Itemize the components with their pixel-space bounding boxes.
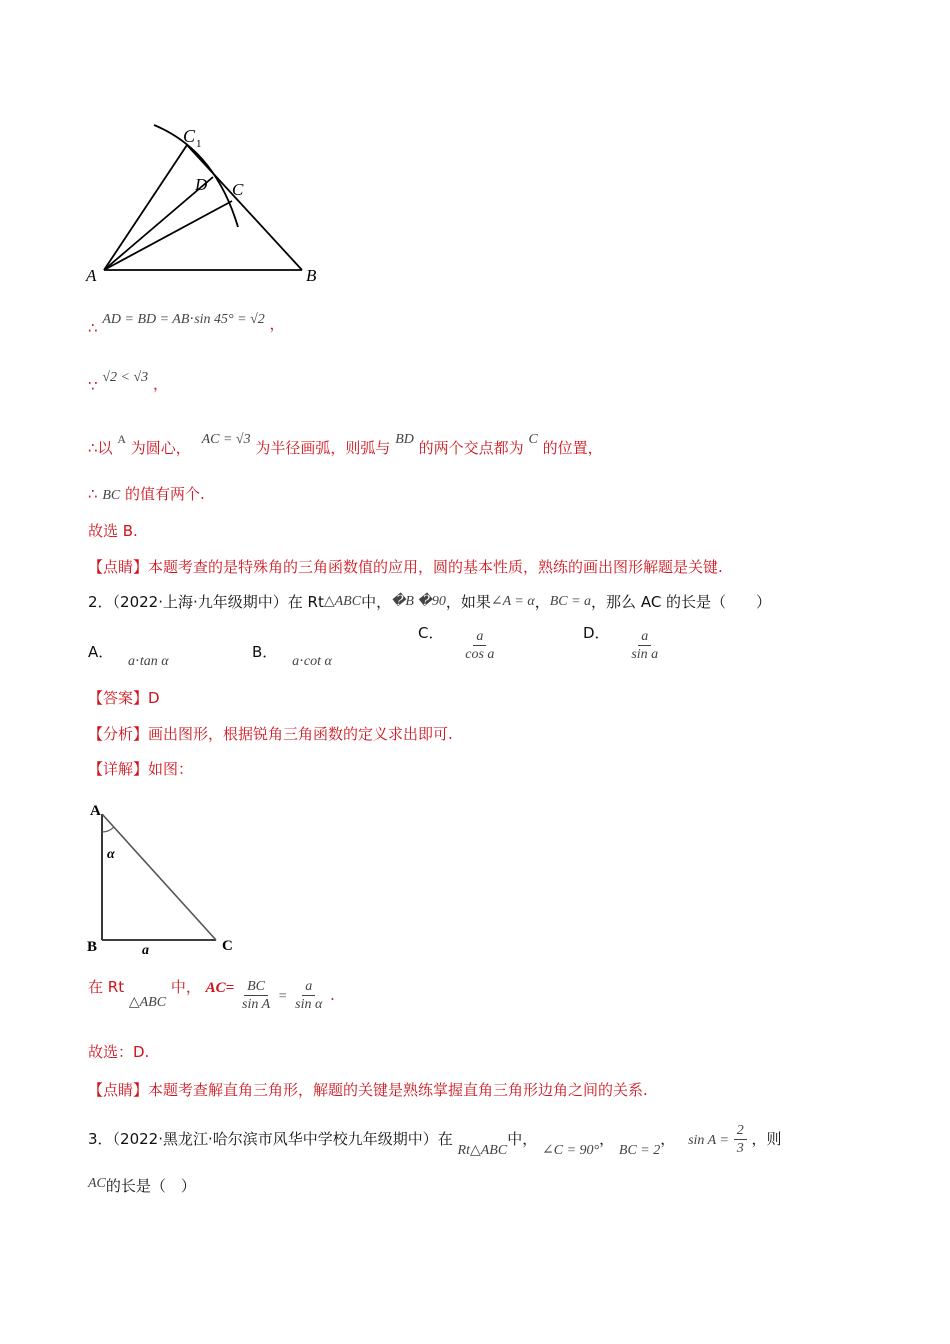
choose-b: 故选 B. [88, 522, 138, 540]
text-then: ，则 [751, 1130, 782, 1148]
period: . [330, 986, 335, 1004]
text-ask: ，那么 AC 的长是（ ） [591, 593, 772, 611]
question-source: （2022·黑龙江·哈尔滨市风华中学校九年级期中）在 [112, 1130, 453, 1148]
question-number: 3． [88, 1130, 113, 1148]
option-label: A． [88, 643, 114, 661]
option-b[interactable] [252, 642, 332, 669]
note-tag: 【点睛】 [88, 1081, 149, 1099]
fraction-numerator: a [302, 978, 315, 996]
option-expr: a⋅tan α [128, 654, 169, 669]
figure-1-triangle [80, 115, 340, 290]
option-c[interactable] [418, 624, 497, 663]
question-number: 2． [88, 593, 113, 611]
math-bc-a: BC = a [549, 594, 592, 609]
comma: ， [660, 1130, 676, 1148]
fraction-denominator: sin a [631, 647, 659, 662]
therefore-with: ∴以 [88, 439, 113, 457]
option-label: C． [418, 624, 444, 642]
fraction-numerator: a [473, 628, 486, 646]
note-text: 本题考查解直角三角形，解题的关键是熟练掌握直角三角形边角之间的关系. [148, 1081, 648, 1099]
figure-2-right-triangle [82, 798, 252, 960]
detail-tag: 【详解】 [88, 760, 149, 778]
math-bc: BC = 2 [618, 1143, 661, 1158]
option-d[interactable] [583, 624, 661, 663]
label-alpha: α [107, 847, 115, 862]
label-b: B [87, 939, 98, 955]
therefore-symbol: ∴ [88, 485, 98, 503]
math-triangle: Rt△ABC [457, 1143, 508, 1158]
analysis-text: 画出图形，根据锐角三角函数的定义求出即可. [148, 725, 453, 743]
side-ac [102, 814, 216, 940]
question-source: （2022·上海·九年级期中）在 Rt [112, 593, 324, 611]
math-a: A [117, 432, 126, 446]
solution-prefix: 在 Rt [88, 978, 125, 996]
label-b: B [306, 266, 317, 285]
question-3 [88, 1122, 781, 1157]
label-a: A [86, 266, 97, 285]
line-ad-bd [88, 308, 285, 337]
line-circle [88, 428, 603, 457]
math-bc: BC [102, 488, 121, 503]
option-label: B． [252, 643, 278, 661]
line-bc-two-values [88, 484, 205, 506]
fraction-denominator: sin α [295, 997, 323, 1012]
label-d: D [195, 175, 208, 194]
fraction-numerator: BC [244, 978, 268, 996]
fraction-a-sin-alpha [292, 978, 325, 1013]
solution-line [88, 978, 335, 1013]
answer [88, 688, 160, 708]
fraction-two-thirds [734, 1122, 747, 1157]
math-sqrt-compare: √2 < √3 [102, 370, 149, 385]
text-length: 的长是（ ） [105, 1177, 196, 1195]
label-c1: C [183, 126, 196, 146]
text-if: ，如果 [445, 593, 491, 611]
math-angle-a: ∠A = α [490, 594, 535, 609]
label-c1-subscript: 1 [196, 138, 202, 150]
solution-triangle: △ABC [128, 995, 167, 1010]
note-q2 [88, 1080, 648, 1100]
detail [88, 759, 193, 779]
comma: ， [269, 315, 285, 333]
label-c: C [232, 180, 244, 199]
note-tag: 【点睛】 [88, 558, 149, 576]
segment-a-c [104, 201, 232, 270]
label-c: C [222, 938, 233, 954]
fraction-denominator: cos a [465, 647, 495, 662]
text-two-values: 的值有两个. [125, 485, 205, 503]
text-center: 为圆心， [130, 439, 191, 457]
math-angle-b: �B �90 [391, 594, 446, 609]
analysis-tag: 【分析】 [88, 725, 149, 743]
answer-tag: 【答案】 [88, 689, 149, 707]
analysis [88, 724, 453, 744]
math-c: C [528, 432, 538, 447]
text-radius: 为半径画弧，则弧与 [255, 439, 391, 457]
label-a: A [90, 803, 101, 819]
detail-text: 如图： [148, 760, 194, 778]
note-q1 [88, 557, 723, 577]
because-symbol: ∵ [88, 377, 98, 395]
comma: ， [599, 1130, 615, 1148]
solution-mid: 中， [170, 978, 201, 996]
text-intersections: 的两个交点都为 [418, 439, 524, 457]
question-3-line-2 [88, 1176, 196, 1198]
angle-arc [102, 827, 114, 832]
text-position: 的位置， [542, 439, 603, 457]
option-label: D． [583, 624, 610, 642]
math-ac: AC [88, 1176, 106, 1191]
fraction-denominator: 3 [736, 1141, 744, 1156]
text-mid: 中， [361, 593, 392, 611]
math-ad-bd: AD = BD = AB⋅sin 45° = √2 [102, 312, 265, 327]
segment-c1-b [187, 145, 302, 270]
therefore-symbol: ∴ [88, 319, 98, 337]
fraction-numerator: a [638, 628, 651, 646]
option-fraction [628, 628, 661, 663]
math-sin-a: sin A = [688, 1133, 729, 1148]
math-bd: BD [395, 432, 414, 447]
math-triangle: △ABC [323, 594, 362, 609]
choose-d: 故选：D. [88, 1043, 150, 1061]
solution-lhs: AC= [205, 980, 235, 996]
segment-a-c1 [104, 145, 187, 270]
line-sqrt-compare [88, 366, 168, 395]
option-fraction [462, 628, 497, 663]
question-2 [88, 592, 771, 614]
comma: ， [152, 375, 168, 393]
answer-text: D [148, 689, 160, 707]
math-angle-c: ∠C = 90° [542, 1143, 600, 1158]
fraction-bc-sin-a [239, 978, 273, 1013]
math-ac: AC = √3 [201, 432, 251, 447]
equals: = [277, 989, 288, 1004]
fraction-denominator: sin A [242, 997, 271, 1012]
label-side-a: a [142, 943, 149, 958]
option-expr: a⋅cot α [292, 654, 332, 669]
note-text: 本题考查的是特殊角的三角函数值的应用，圆的基本性质，熟练的画出图形解题是关键. [148, 558, 723, 576]
text-mid: 中， [507, 1130, 538, 1148]
fraction-numerator: 2 [734, 1122, 747, 1140]
comma: ， [534, 593, 550, 611]
option-a[interactable] [88, 642, 169, 669]
